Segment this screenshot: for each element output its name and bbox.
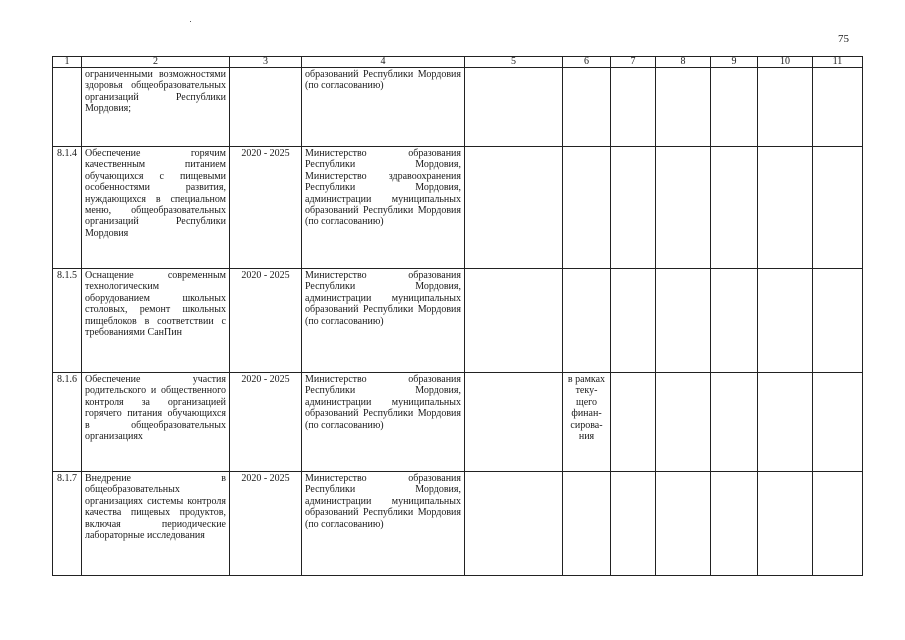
empty-cell xyxy=(611,147,656,269)
empty-cell xyxy=(711,269,758,373)
empty-cell xyxy=(656,269,711,373)
column-number: 5 xyxy=(465,57,563,68)
plan-table xyxy=(52,56,863,576)
column-number: 7 xyxy=(611,57,656,68)
table-row xyxy=(53,147,863,269)
period-cell xyxy=(230,68,302,147)
column-number: 9 xyxy=(711,57,758,68)
empty-cell xyxy=(465,472,563,576)
empty-cell xyxy=(611,269,656,373)
activity-cell: Обеспечение участия родительского и общественного контроля за организацией горячего питания обучающихся в общеобразовательных организациях xyxy=(82,373,230,472)
executor-cell: Министерство образования Республики Мордовия, администрации муниципальных образований Республики Мордовия (по согласованию) xyxy=(302,472,465,576)
executor-cell: Министерство образования Республики Мордовия, администрации муниципальных образований Республики Мордовия (по согласованию) xyxy=(302,373,465,472)
empty-cell xyxy=(813,68,863,147)
item-number: 8.1.7 xyxy=(53,472,82,576)
empty-cell xyxy=(711,147,758,269)
empty-cell xyxy=(611,472,656,576)
column-number-row xyxy=(53,57,863,68)
column-number: 11 xyxy=(813,57,863,68)
empty-cell xyxy=(758,68,813,147)
table-row xyxy=(53,472,863,576)
empty-cell xyxy=(656,373,711,472)
funding-cell: в рамках теку- щего финан- сирова- ния xyxy=(563,373,611,472)
empty-cell xyxy=(758,269,813,373)
table-row xyxy=(53,68,863,147)
period-cell: 2020 - 2025 xyxy=(230,373,302,472)
empty-cell xyxy=(611,373,656,472)
activity-cell: ограниченными возможностями здоровья общеобразовательных организаций Республики Мордовия; xyxy=(82,68,230,147)
empty-cell xyxy=(813,269,863,373)
empty-cell xyxy=(465,147,563,269)
column-number: 2 xyxy=(82,57,230,68)
empty-cell xyxy=(711,68,758,147)
column-number: 4 xyxy=(302,57,465,68)
empty-cell xyxy=(711,472,758,576)
empty-cell xyxy=(465,68,563,147)
column-number: 6 xyxy=(563,57,611,68)
empty-cell xyxy=(711,373,758,472)
funding-cell xyxy=(563,147,611,269)
executor-cell: образований Республики Мордовия (по согласованию) xyxy=(302,68,465,147)
activity-cell: Внедрение в общеобразовательных организациях системы контроля качества пищевых продуктов, включая периодические лабораторные исследования xyxy=(82,472,230,576)
period-cell: 2020 - 2025 xyxy=(230,472,302,576)
item-number: 8.1.5 xyxy=(53,269,82,373)
activity-cell: Обеспечение горячим качественным питанием обучающихся с пищевыми особенностями развития, нуждающихся в специальном меню, общеобразовательных организаций Республики Мордовия xyxy=(82,147,230,269)
empty-cell xyxy=(465,269,563,373)
empty-cell xyxy=(656,68,711,147)
funding-cell xyxy=(563,472,611,576)
executor-cell: Министерство образования Республики Мордовия, Министерство здравоохранения Республики Мордовия, администрации муниципальных образований Республики Мордовия (по согласованию) xyxy=(302,147,465,269)
period-cell: 2020 - 2025 xyxy=(230,147,302,269)
item-number: 8.1.4 xyxy=(53,147,82,269)
item-number: 8.1.6 xyxy=(53,373,82,472)
empty-cell xyxy=(656,147,711,269)
empty-cell xyxy=(813,147,863,269)
funding-cell xyxy=(563,269,611,373)
column-number: 8 xyxy=(656,57,711,68)
empty-cell xyxy=(611,68,656,147)
scan-speck xyxy=(190,21,191,22)
column-number: 10 xyxy=(758,57,813,68)
column-number: 1 xyxy=(53,57,82,68)
empty-cell xyxy=(758,147,813,269)
item-number xyxy=(53,68,82,147)
empty-cell xyxy=(758,373,813,472)
column-number: 3 xyxy=(230,57,302,68)
empty-cell xyxy=(813,373,863,472)
empty-cell xyxy=(758,472,813,576)
activity-cell: Оснащение современным технологическим оборудованием школьных столовых, ремонт школьных пищеблоков в соответствии с требованиями СанПин xyxy=(82,269,230,373)
table-row xyxy=(53,373,863,472)
funding-cell xyxy=(563,68,611,147)
executor-cell: Министерство образования Республики Мордовия, администрации муниципальных образований Республики Мордовия (по согласованию) xyxy=(302,269,465,373)
page-number: 75 xyxy=(838,33,849,45)
period-cell: 2020 - 2025 xyxy=(230,269,302,373)
empty-cell xyxy=(656,472,711,576)
empty-cell xyxy=(465,373,563,472)
table-row xyxy=(53,269,863,373)
empty-cell xyxy=(813,472,863,576)
